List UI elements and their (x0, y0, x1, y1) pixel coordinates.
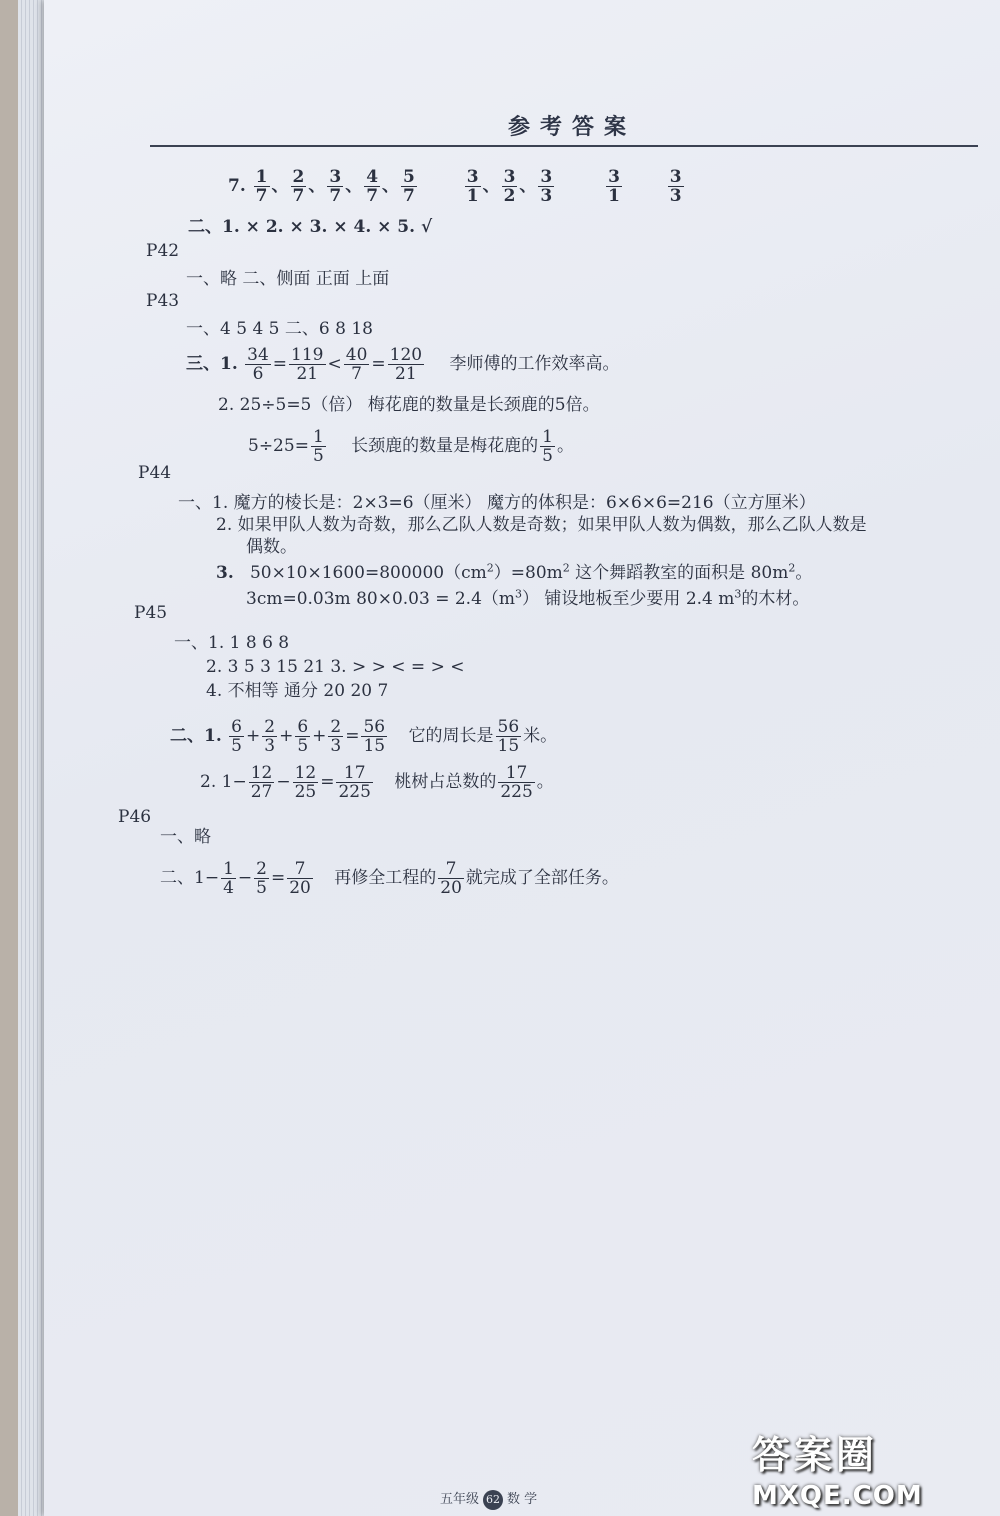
row7-line: 7. $\frac{1}{7}$ 、 $\frac{2}{7}$ 、 $\frac{3}{7}$ 、 $\frac{4}{7}$ 、 $\frac{5}{7}$ $\frac{3}{1}$ 、 $\frac{3}{2}$ 、 $\frac{3}{3}$ $\frac{3}{1}$ $\frac{3}{3}$ (228, 167, 682, 206)
p42-line1: 一、略 二、侧面 正面 上面 (186, 269, 390, 289)
section-label-p46: P46 (118, 807, 152, 827)
fraction: $\frac{3}{2}$ (503, 167, 516, 206)
fraction: $\frac{3}{1}$ (466, 167, 479, 206)
fraction: $\frac{2}{7}$ (292, 167, 305, 206)
row7-num: 7. (228, 176, 246, 196)
p46-line1: 一、略 (160, 827, 211, 847)
p45-line4: 二、1. $\frac{6}{5}$ + $\frac{2}{3}$ + $\frac{6}{5}$ + $\frac{2}{3}$ = $\frac{56}{15}$ 它的周长是 $\frac{56}{15}$ 米。 (170, 717, 558, 756)
section-label-p44: P44 (138, 463, 172, 483)
page-title: 参考答案 (508, 114, 637, 140)
fraction: $\frac{3}{3}$ (540, 167, 553, 206)
p43-line1: 一、4 5 4 5 二、6 8 18 (186, 319, 373, 339)
row-er-checks: 二、1. × 2. × 3. × 4. × 5. √ (188, 217, 433, 237)
p45-line1: 一、1. 1 8 6 8 (174, 633, 290, 653)
p44-line4: 3cm=0.03m $80\times 0.03 = 2.4(m^3)$ 铺设地板至少要用 2.4 $m^3$的木材。 (246, 587, 810, 609)
p44-line2b: 偶数。 (246, 537, 297, 557)
p44-line2a: 2. 如果甲队人数为奇数，那么乙队人数是奇数；如果甲队人数为偶数，那么乙队人数是 (216, 515, 867, 535)
site-watermark (752, 1424, 992, 1512)
p43-line4: 2. 25÷5=5（倍） 梅花鹿的数量是长颈鹿的5倍。 (218, 395, 600, 415)
watermark-title: 答案圈 (752, 1433, 879, 1477)
p45-line3: 4. 不相等 通分 20 20 7 (206, 681, 389, 701)
header-rule (150, 145, 978, 147)
footer-grade: 五年级 (440, 1492, 480, 1507)
fraction: $\frac{4}{7}$ (366, 167, 379, 206)
section-label-p45: P45 (134, 603, 168, 623)
p43-line3: 三、1. $\frac{34}{6}$ = $\frac{119}{21}$ < $\frac{40}{7}$ = $\frac{120}{21}$ 李师傅的工作效率高。 (186, 345, 620, 384)
p45-line5: 2. 1− $\frac{12}{27}$ − $\frac{12}{25}$ = $\frac{17}{225}$ 桃树占总数的 $\frac{17}{225}$ 。 (200, 763, 554, 802)
fraction: $\frac{1}{7}$ (255, 167, 268, 206)
page-footer (440, 1488, 537, 1510)
p43-line5: 5÷25= $\frac{1}{5}$ 长颈鹿的数量是梅花鹿的 $\frac{1}{5}$ 。 (248, 427, 574, 466)
page-number-badge: 62 (483, 1490, 503, 1510)
section-label-p42: P42 (146, 241, 180, 261)
fraction: $\frac{5}{7}$ (403, 167, 415, 206)
section-label-p43: P43 (146, 291, 180, 311)
p44-line1: 一、1. 魔方的棱长是：2×3=6（厘米） 魔方的体积是：6×6×6=216（立方厘米） (178, 493, 816, 513)
fraction: $\frac{3}{7}$ (329, 167, 342, 206)
watermark-url: MXQE.COM (752, 1481, 923, 1511)
p45-line2: 2. 3 5 3 15 21 3. > > < = > < (206, 657, 465, 677)
fraction: $\frac{3}{3}$ (669, 167, 682, 206)
footer-subject: 数 学 (507, 1492, 538, 1507)
p44-line3: 3. $50\times 10\times 1600=800000(cm^2)=80m^2$ 这个舞蹈教室的面积是 $80m^2$。 (216, 561, 813, 583)
fraction: $\frac{3}{1}$ (608, 167, 620, 206)
p46-line2: 二、1− $\frac{1}{4}$ − $\frac{2}{5}$ = $\frac{7}{20}$ 再修全工程的 $\frac{7}{20}$ 就完成了全部任务。 (160, 859, 619, 898)
